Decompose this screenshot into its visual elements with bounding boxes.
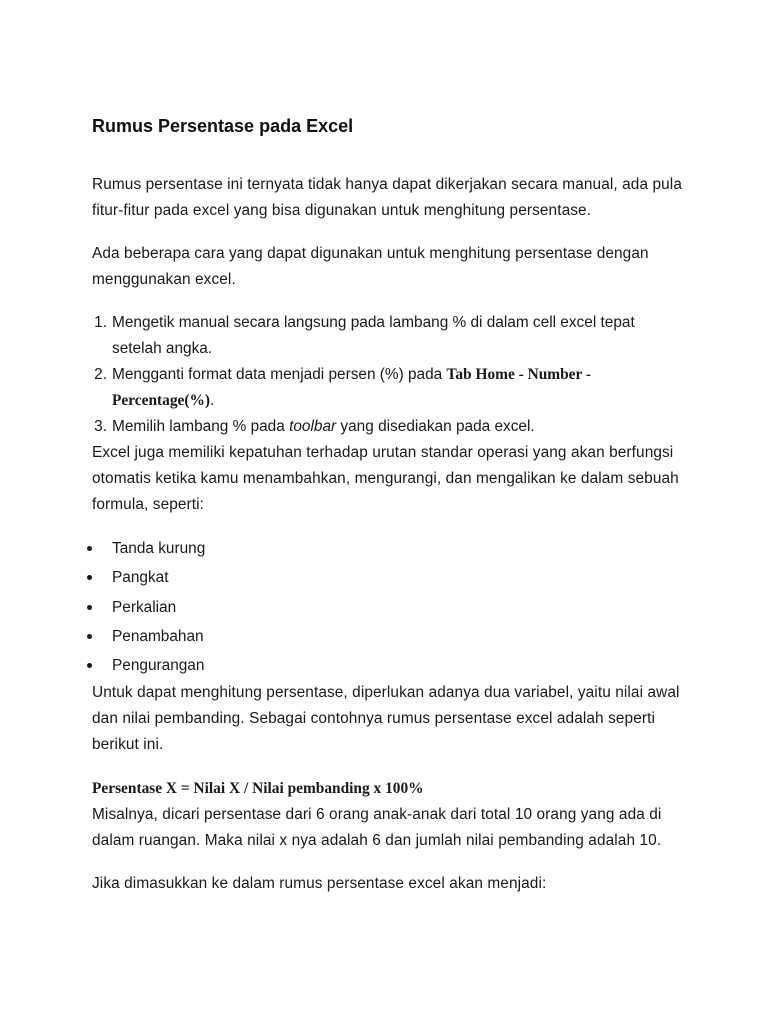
list-item	[92, 310, 682, 362]
list-item-text: Mengganti format data menjadi persen (%) pada	[112, 366, 447, 383]
bullet-icon	[87, 663, 92, 668]
variables-paragraph: Untuk dapat menghitung persentase, diperlukan adanya dua variabel, yaitu nilai awal dan nilai pembanding. Sebagai contohnya rumus persentase excel adalah seperti berikut ini.	[92, 684, 680, 754]
list-item-text: Memilih lambang % pada	[112, 418, 290, 435]
list-item-text: Tanda kurung	[112, 540, 206, 557]
list-item-text: yang disediakan pada excel.	[336, 418, 535, 435]
list-number: 2.	[94, 366, 107, 383]
list-item-text: Perkalian	[112, 598, 177, 616]
list-item	[92, 651, 682, 680]
list-item	[92, 414, 682, 440]
bullet-icon	[87, 546, 92, 551]
list-number: 3.	[94, 418, 107, 435]
operations-intro-paragraph: Excel juga memiliki kepatuhan terhadap urutan standar operasi yang akan berfungsi otomatis ketika kamu menambahkan, mengurangi, dan mengalikan ke dalam sebuah formula, seperti:	[92, 444, 679, 513]
list-item-text: Pengurangan	[112, 657, 205, 675]
list-item-text: Penambahan	[112, 627, 204, 645]
list-number: 1.	[94, 314, 107, 331]
operations-list	[92, 534, 682, 680]
intro-paragraph: Rumus persentase ini ternyata tidak hanya dapat dikerjakan secara manual, ada pula fitur-fitur pada excel yang bisa digunakan untuk menghitung persentase.	[92, 176, 682, 219]
methods-intro-paragraph: Ada beberapa cara yang dapat digunakan untuk menghitung persentase dengan menggunakan excel.	[92, 245, 649, 288]
list-item	[92, 593, 682, 622]
page-title: Rumus Persentase pada Excel	[92, 116, 354, 136]
list-item-text: .	[210, 392, 215, 409]
list-item	[92, 622, 682, 651]
list-item	[92, 362, 682, 414]
bullet-icon	[87, 575, 92, 580]
closing-paragraph: Jika dimasukkan ke dalam rumus persentase excel akan menjadi:	[92, 875, 547, 893]
methods-list	[92, 310, 682, 440]
bullet-icon	[87, 634, 92, 639]
bullet-icon	[87, 605, 92, 610]
list-item	[92, 563, 682, 592]
list-item-text: Pangkat	[112, 569, 169, 587]
italic-term: toolbar	[289, 418, 337, 435]
list-item-text: Mengetik manual secara langsung pada lambang % di dalam cell excel tepat setelah angka.	[112, 314, 635, 357]
list-item	[92, 534, 682, 563]
formula-text: Persentase X = Nilai X / Nilai pembanding x 100%	[92, 780, 424, 798]
menu-path-text: Tab Home - Number - Percentage(%)	[112, 366, 592, 409]
example-paragraph: Misalnya, dicari persentase dari 6 orang anak-anak dari total 10 orang yang ada di dalam ruangan. Maka nilai x nya adalah 6 dan jumlah nilai pembanding adalah 10.	[92, 806, 662, 850]
document-page	[92, 113, 682, 897]
